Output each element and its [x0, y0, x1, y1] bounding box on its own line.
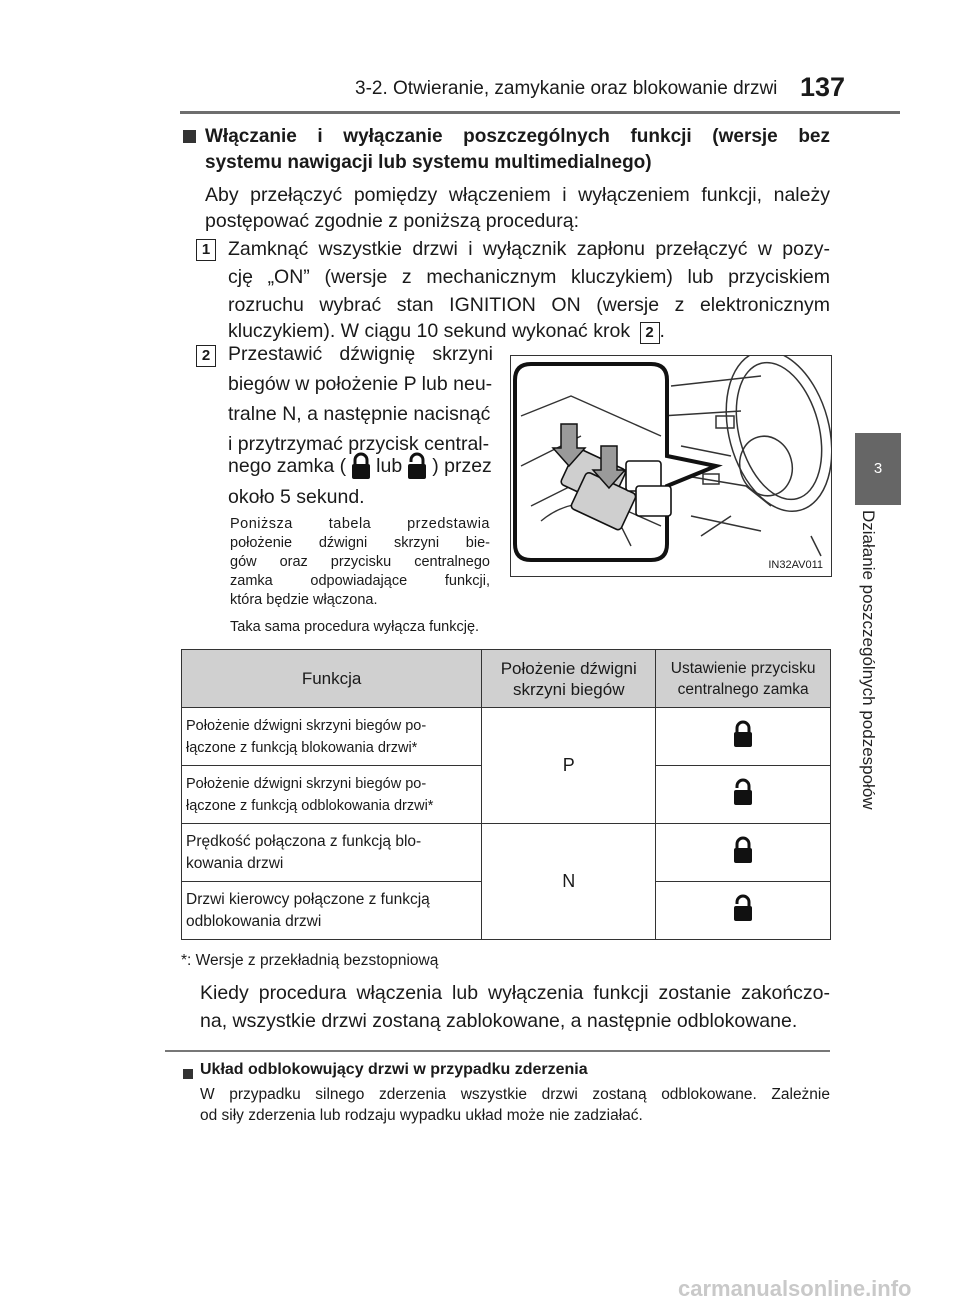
closing-line2: na, wszystkie drzwi zostaną zablokowane, a następnie odblokowane.: [200, 1010, 798, 1032]
bullet-square-icon: [183, 130, 196, 148]
chapter-title: Działanie poszczególnych podzespołów: [859, 510, 878, 810]
lock-open-icon: [406, 452, 428, 480]
function-table: [181, 649, 831, 940]
note-line4: zamka odpowiadające funkcji,: [230, 573, 490, 589]
step-2-line4: i przytrzymać przycisk central-: [228, 433, 490, 455]
step-2-line6: około 5 sekund.: [228, 486, 365, 508]
lever-position-cell: N: [482, 824, 656, 940]
table-header-row: [182, 650, 831, 708]
note-line2: położenie dźwigni skrzyni bie-: [230, 535, 490, 551]
section-heading-line2: systemu nawigacji lub systemu multimedialnego): [205, 152, 652, 173]
intro-line1: Aby przełączyć pomiędzy włączeniem i wyłączeniem funkcji, należy: [205, 184, 830, 206]
lock-setting-cell: [656, 882, 831, 940]
section2-body-line2: od siły zderzenia lub rodzaju wypadku układ może nie zadziałać.: [200, 1107, 643, 1124]
step-2-line3: tralne N, a następnie nacisnąć: [228, 403, 491, 425]
section-heading-line1: Włączanie i wyłączanie poszczególnych funkcji (wersje bez: [205, 126, 830, 147]
function-cell: Położenie dźwigni skrzyni biegów po- łączone z funkcją odblokowania drzwi*: [182, 766, 482, 824]
intro-line2: postępować zgodnie z poniższą procedurą:: [205, 210, 579, 232]
section2-body-line1: W przypadku silnego zderzenia wszystkie drzwi zostaną odblokowane. Zależnie: [200, 1086, 830, 1103]
step-2-line2: biegów w położenie P lub neu-: [228, 373, 493, 395]
lock-setting-cell: [656, 766, 831, 824]
lock-setting-cell: [656, 708, 831, 766]
step-1-line4: kluczykiem). W ciągu 10 sekund wykonać krok 2 .: [228, 320, 665, 342]
table-row: [182, 708, 831, 766]
step-2-line5: nego zamka ( lub ) przez: [228, 446, 492, 486]
chapter-tab[interactable]: 3: [855, 433, 901, 505]
step-2-line1: Przestawić dźwignię skrzyni: [228, 343, 493, 365]
illustration-shift-lever: [510, 355, 832, 577]
lock-open-icon: [732, 777, 754, 807]
footnote: *: Wersje z przekładnią bezstopniową: [181, 952, 439, 969]
function-cell: Położenie dźwigni skrzyni biegów po- łączone z funkcją blokowania drzwi*: [182, 708, 482, 766]
header-divider: [180, 111, 900, 114]
section-divider: [165, 1050, 830, 1052]
step-1-line1: Zamknąć wszystkie drzwi i wyłącznik zapłonu przełączyć w pozy-: [228, 238, 830, 260]
bullet-square-icon: [183, 1066, 193, 1084]
step-1-badge: 1: [196, 239, 216, 261]
lock-open-icon: [732, 893, 754, 923]
figure-code: IN32AV011: [768, 559, 823, 571]
lock-closed-icon: [350, 452, 372, 480]
header-function: Funkcja: [182, 650, 482, 708]
note-line5: która będzie włączona.: [230, 592, 378, 608]
lock-setting-cell: [656, 824, 831, 882]
step-2-badge: 2: [196, 345, 216, 367]
lock-closed-icon: [732, 719, 754, 749]
watermark: carmanualsonline.info: [678, 1276, 912, 1301]
function-cell: Prędkość połączona z funkcją blo- kowania drzwi: [182, 824, 482, 882]
header-lock-button: Ustawienie przycisku centralnego zamka: [656, 650, 831, 708]
closing-line1: Kiedy procedura włączenia lub wyłączenia funkcji zostanie zakończo-: [200, 982, 830, 1004]
function-cell: Drzwi kierowcy połączone z funkcją odblokowania drzwi: [182, 882, 482, 940]
illustration-drawing: [511, 356, 831, 576]
page-number: 137: [800, 72, 846, 102]
note-line3: gów oraz przycisku centralnego: [230, 554, 490, 570]
note-line6: Taka sama procedura wyłącza funkcję.: [230, 619, 480, 635]
step-1-line3: rozruchu wybrać stan IGNITION ON (wersje z elektronicznym: [228, 294, 830, 316]
step-1-line2: cję „ON” (wersje z mechanicznym kluczykiem) lub przyciskiem: [228, 266, 830, 288]
lock-closed-icon: [732, 835, 754, 865]
lever-position-cell: P: [482, 708, 656, 824]
section2-heading: Układ odblokowujący drzwi w przypadku zderzenia: [200, 1061, 588, 1078]
note-line1: Poniższa tabela przedstawia: [230, 516, 490, 532]
section-header: 3-2. Otwieranie, zamykanie oraz blokowanie drzwi: [355, 78, 778, 99]
table-row: [182, 824, 831, 882]
header-lever-position: Położenie dźwigni skrzyni biegów: [482, 650, 656, 708]
step-ref-badge[interactable]: 2: [640, 322, 660, 344]
